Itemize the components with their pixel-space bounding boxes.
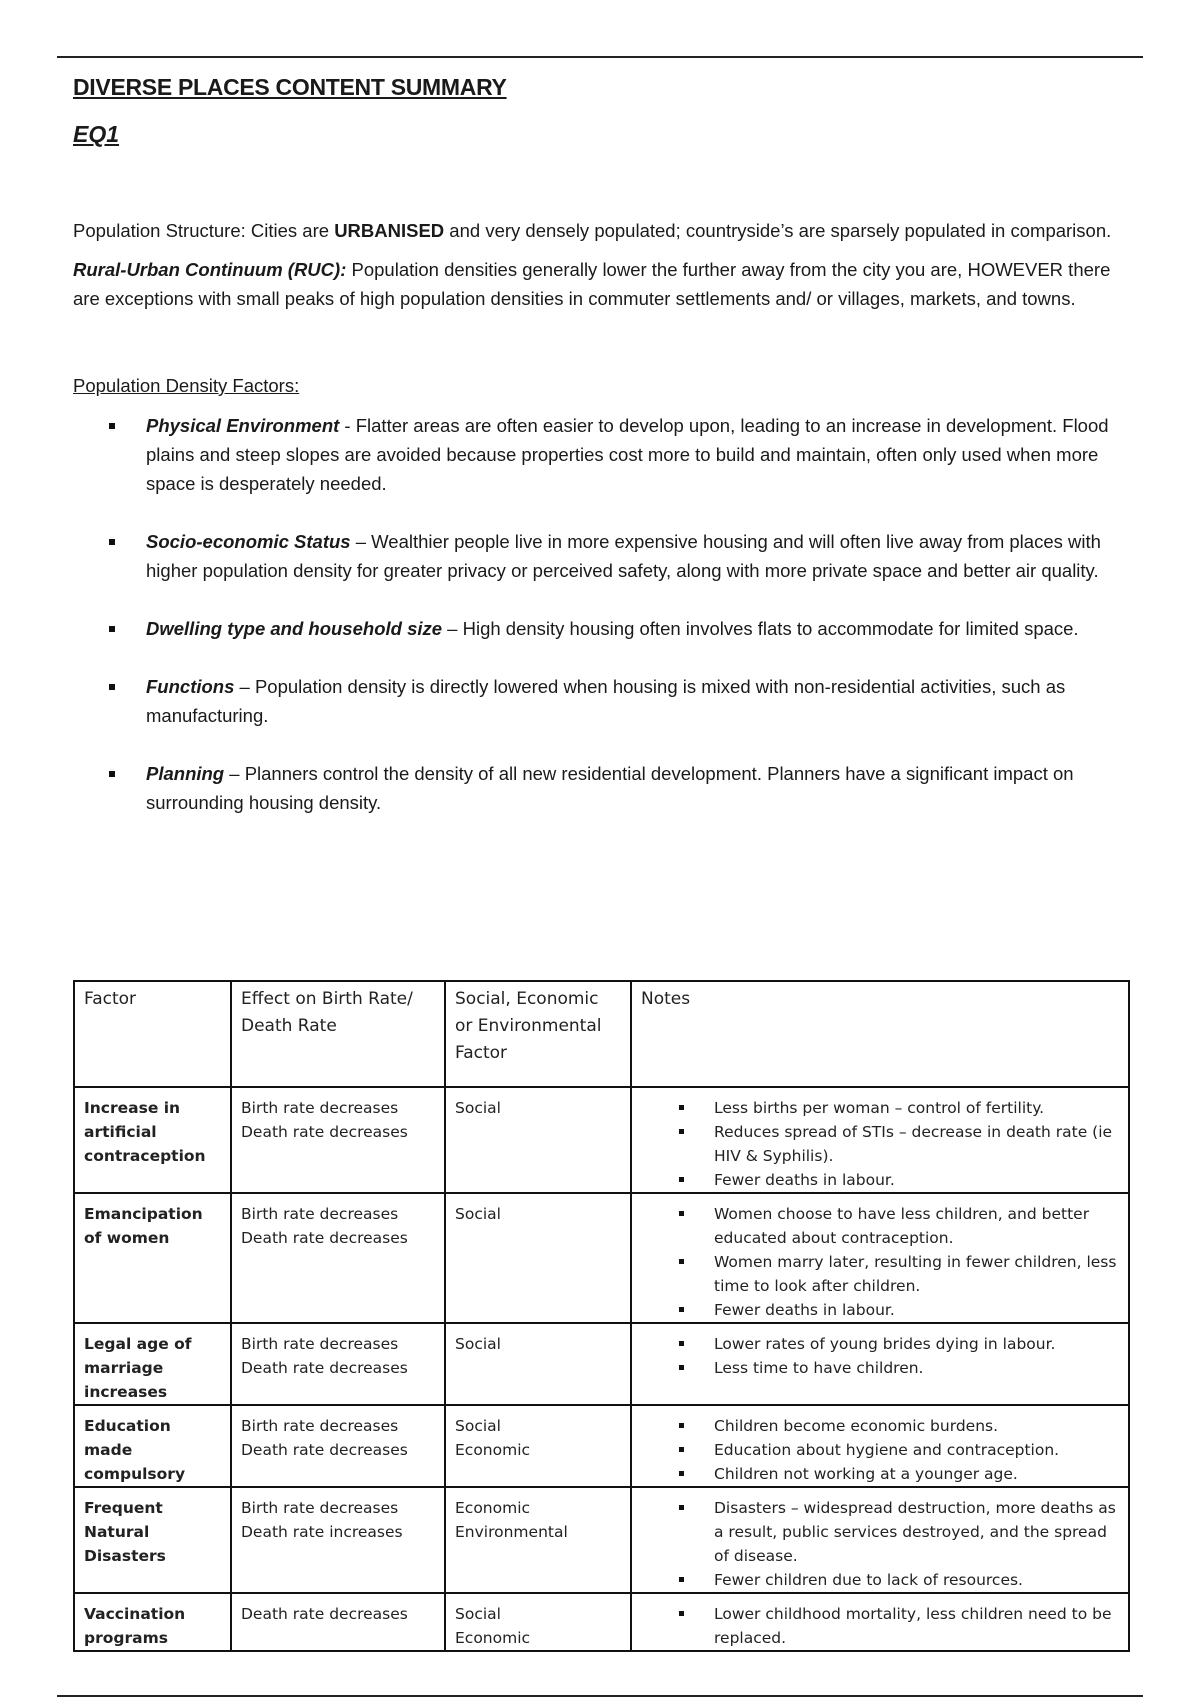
bullet-icon [679,1365,684,1370]
factor-term: Functions [146,676,235,697]
category-line: Social [455,1417,501,1435]
top-rule [57,56,1143,58]
factors-heading: Population Density Factors: [73,375,300,396]
factor-cell: Education made compulsory [74,1405,231,1487]
effect-line: Death rate increases [241,1523,403,1541]
note-item: Education about hygiene and contraception. [641,1438,1119,1462]
note-item: Disasters – widespread destruction, more deaths as a result, public services destroyed, and the spread of disease. [641,1496,1119,1568]
note-item: Less time to have children. [641,1356,1119,1380]
effect-line: Death rate decreases [241,1229,408,1247]
category-line: Economic [455,1629,531,1647]
note-item: Lower rates of young brides dying in labour. [641,1332,1119,1356]
note-item: Children not working at a younger age. [641,1462,1119,1486]
section-heading: EQ1 [73,121,120,147]
effect-line: Death rate decreases [241,1123,408,1141]
list-item [73,672,1133,730]
factor-text: – Population density is directly lowered when housing is mixed with non-residential activities, such as manufacturing. [146,676,1066,726]
population-structure-suffix: and very densely populated; countryside’s are sparsely populated in comparison. [444,220,1112,241]
ruc-text: Population densities generally lower the further away from the city you are, HOWEVER there are exceptions with small peaks of high population densities in commuter settlements and/ or villages, markets, and towns. [73,259,1111,309]
bullet-icon [109,423,115,429]
effect-line: Birth rate decreases [241,1205,399,1223]
category-cell [445,1405,631,1487]
note-item: Lower childhood mortality, less children need to be replaced. [641,1602,1119,1650]
table-header-row [74,981,1129,1087]
factor-text: – Wealthier people live in more expensive housing and will often live away from places with higher population density for greater privacy or perceived safety, along with more private space and better air quality. [146,531,1101,581]
bullet-icon [679,1341,684,1346]
category-line: Social [455,1605,501,1623]
bullet-icon [679,1577,684,1582]
header-effect: Effect on Birth Rate/ Death Rate [231,981,445,1087]
table-row [74,1405,1129,1487]
category-cell [445,1593,631,1651]
bullet-icon [679,1211,684,1216]
category-line: Social [455,1335,501,1353]
table-row [74,1593,1129,1651]
document-body [73,74,1133,817]
bullet-icon [679,1307,684,1312]
header-factor: Factor [74,981,231,1087]
category-line: Social [455,1205,501,1223]
effect-cell [231,1593,445,1651]
effect-cell [231,1487,445,1593]
table-row [74,1087,1129,1193]
notes-cell [631,1593,1129,1651]
note-item: Fewer children due to lack of resources. [641,1568,1119,1592]
effect-line: Death rate decreases [241,1359,408,1377]
factor-text: - Flatter areas are often easier to develop upon, leading to an increase in development. Flood plains and steep slopes are avoided because properties cost more to build and maintain, often only used when more space is desperately needed. [146,415,1109,494]
effect-line: Death rate decreases [241,1441,408,1459]
bullet-icon [679,1611,684,1616]
notes-cell [631,1405,1129,1487]
notes-cell [631,1087,1129,1193]
category-line: Environmental [455,1523,568,1541]
header-category: Social, Economic or Environmental Factor [445,981,631,1087]
category-line: Economic [455,1499,531,1517]
bullet-icon [679,1423,684,1428]
notes-cell [631,1323,1129,1405]
ruc-paragraph [73,255,1133,313]
note-item: Reduces spread of STIs – decrease in death rate (ie HIV & Syphilis). [641,1120,1119,1168]
list-item [73,614,1133,643]
note-item: Fewer deaths in labour. [641,1168,1119,1192]
bullet-icon [109,771,115,777]
table-row [74,1323,1129,1405]
effect-cell [231,1087,445,1193]
factor-term: Physical Environment [146,415,340,436]
effect-line: Birth rate decreases [241,1417,399,1435]
list-item [73,411,1133,498]
header-notes: Notes [631,981,1129,1087]
notes-cell [631,1193,1129,1323]
factors-table [73,980,1130,1652]
category-cell [445,1087,631,1193]
effect-line: Death rate decreases [241,1605,408,1623]
category-cell [445,1323,631,1405]
table-row [74,1487,1129,1593]
bullet-icon [679,1447,684,1452]
note-item: Women marry later, resulting in fewer children, less time to look after children. [641,1250,1119,1298]
factor-cell: Increase in artificial contraception [74,1087,231,1193]
factor-term: Socio-economic Status [146,531,351,552]
list-item [73,759,1133,817]
effect-line: Birth rate decreases [241,1335,399,1353]
bottom-rule [57,1695,1143,1697]
factor-cell: Frequent Natural Disasters [74,1487,231,1593]
note-item: Women choose to have less children, and better educated about contraception. [641,1202,1119,1250]
bullet-icon [679,1105,684,1110]
effect-cell [231,1405,445,1487]
notes-cell [631,1487,1129,1593]
bullet-icon [109,684,115,690]
factor-term: Dwelling type and household size [146,618,443,639]
bullet-icon [679,1129,684,1134]
effect-cell [231,1193,445,1323]
factor-cell: Emancipation of women [74,1193,231,1323]
note-item: Fewer deaths in labour. [641,1298,1119,1322]
factor-text: – Planners control the density of all new residential development. Planners have a significant impact on surrounding housing density. [146,763,1074,813]
category-line: Social [455,1099,501,1117]
urbanised-term: URBANISED [334,220,445,241]
factor-cell: Legal age of marriage increases [74,1323,231,1405]
factor-text: – High density housing often involves flats to accommodate for limited space. [442,618,1079,639]
page-title: DIVERSE PLACES CONTENT SUMMARY [73,74,507,100]
list-item [73,527,1133,585]
category-cell [445,1487,631,1593]
category-line: Economic [455,1441,531,1459]
factors-list [73,411,1133,817]
factor-cell: Vaccination programs [74,1593,231,1651]
category-cell [445,1193,631,1323]
effect-line: Birth rate decreases [241,1499,399,1517]
note-item: Children become economic burdens. [641,1414,1119,1438]
effect-line: Birth rate decreases [241,1099,399,1117]
table-row [74,1193,1129,1323]
bullet-icon [679,1177,684,1182]
note-item: Less births per woman – control of fertility. [641,1096,1119,1120]
effect-cell [231,1323,445,1405]
ruc-label: Rural-Urban Continuum (RUC): [73,259,347,280]
factor-term: Planning [146,763,225,784]
bullet-icon [109,539,115,545]
bullet-icon [679,1505,684,1510]
bullet-icon [679,1471,684,1476]
bullet-icon [679,1259,684,1264]
population-structure-prefix: Population Structure: Cities are [73,220,335,241]
population-structure-paragraph [73,216,1133,245]
bullet-icon [109,626,115,632]
